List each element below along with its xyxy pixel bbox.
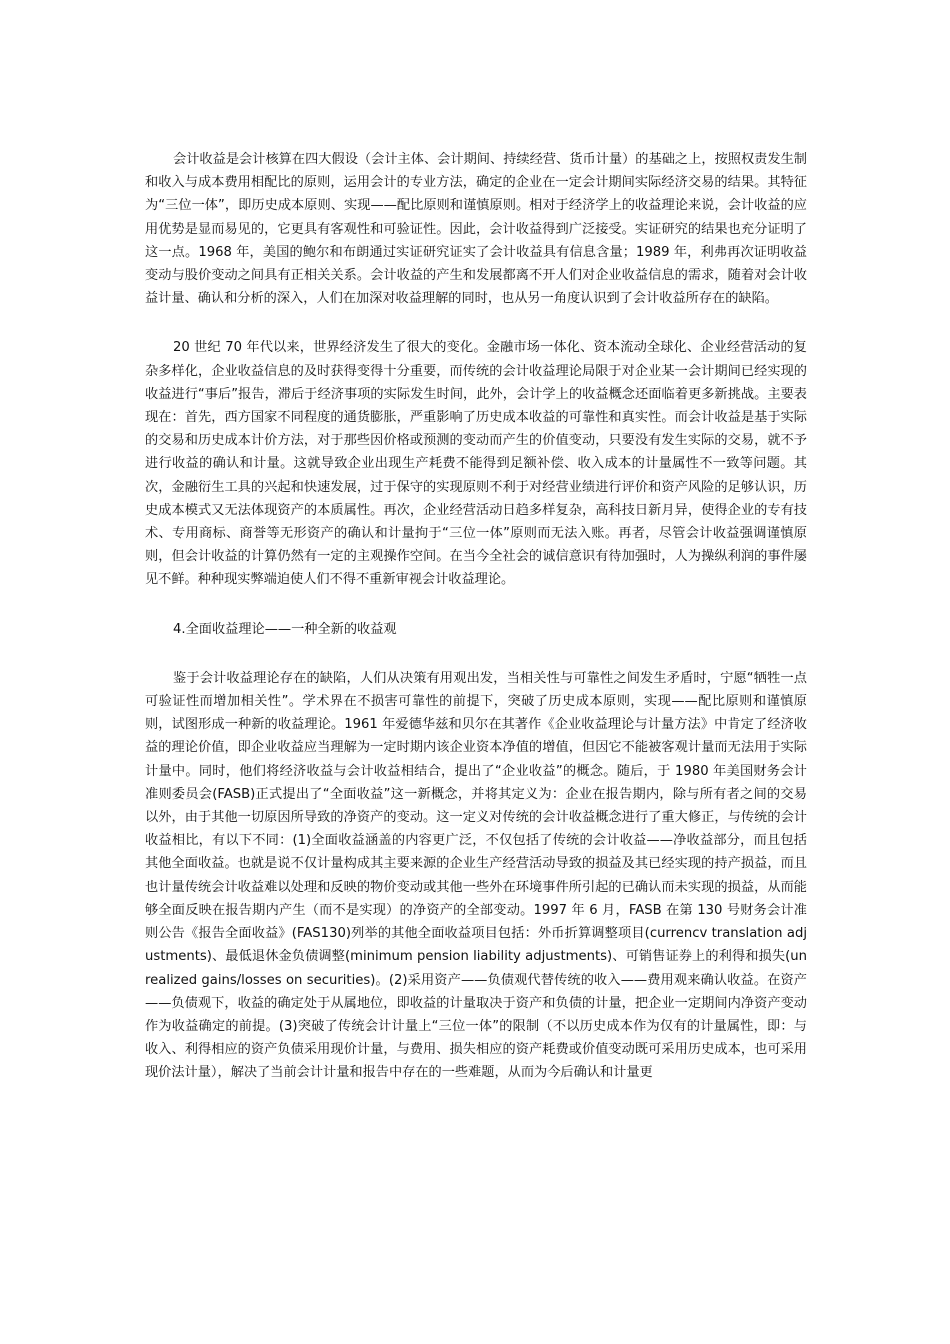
paragraph-economic-changes: 20 世纪 70 年代以来，世界经济发生了很大的变化。金融市场一体化、资本流动全球化、企业经营活动的复杂多样化，企业收益信息的及时获得变得十分重要，而传统的会计收益理论局限于对企业某一会计期间已经实现的收益进行“事后”报告，滞后于经济事项的实际发生时间，此外，会计学上的收益概念还面临着更多新挑战。主要表现在：首先，西方国家不同程度的通货膨胀，严重影响了历史成本收益的可靠性和真实性。而会计收益是基于实际的交易和历史成本计价方法，对于那些因价格或预测的变动而产生的价值变动，只要没有发生实际的交易，就不予进行收益的确认和计量。这就导致企业出现生产耗费不能得到足额补偿、收入成本的计量属性不一致等问题。其次，金融衍生工具的兴起和快速发展，过于保守的实现原则不利于对经营业绩进行评价和资产风险的足够认识，历史成本模式又无法体现资产的本质属性。再次，企业经营活动日趋多样复杂，高科技日新月异，使得企业的专有技术、专用商标、商誉等无形资产的确认和计量拘于“三位一体”原则而无法入账。再者，尽管会计收益强调谨慎原则，但会计收益的计算仍然有一定的主观操作空间。在当今全社会的诚信意识有待加强时，人为操纵利润的事件屡见不鲜。种种现实弊端迫使人们不得不重新审视会计收益理论。 — [145, 340, 807, 588]
paragraph-accounting-income: 会计收益是会计核算在四大假设（会计主体、会计期间、持续经营、货币计量）的基础之上，按照权责发生制和收入与成本费用相配比的原则，运用会计的专业方法，确定的企业在一定会计期间实际经济交易的结果。其特征为“三位一体”，即历史成本原则、实现——配比原则和谨慎原则。相对于经济学上的收益理论来说，会计收益的应用优势是显而易见的，它更具有客观性和可验证性。因此，会计收益得到广泛接受。实证研究的结果也充分证明了这一点。1968 年，美国的鲍尔和布朗通过实证研究证实了会计收益具有信息含量；1989 年，利弗再次证明收益变动与股价变动之间具有正相关关系。会计收益的产生和发展都离不开人们对企业收益信息的需求，随着对会计收益计量、确认和分析的深入，人们在加深对收益理解的同时，也从另一角度认识到了会计收益所存在的缺陷。 — [145, 152, 807, 307]
paragraph-comprehensive-income: 鉴于会计收益理论存在的缺陷，人们从决策有用观出发，当相关性与可靠性之间发生矛盾时，宁愿“牺牲一点可验证性而增加相关性”。学术界在不损害可靠性的前提下，突破了历史成本原则，实现——配比原则和谨慎原则，试图形成一种新的收益理论。1961 年爱德华兹和贝尔在其著作《企业收益理论与计量方法》中肯定了经济收益的理论价值，即企业收益应当理解为一定时期内该企业资本净值的增值，但因它不能被客观计量而无法用于实际计量中。同时，他们将经济收益与会计收益相结合，提出了“企业收益”的概念。随后，于 1980 年美国财务会计准则委员会(FASB)正式提出了“全面收益”这一新概念，并将其定义为：企业在报告期内，除与所有者之间的交易以外，由于其他一切原因所导致的净资产的变动。这一定义对传统的会计收益概念进行了重大修正，与传统的会计收益相比，有以下不同：(1)全面收益涵盖的内容更广泛，不仅包括了传统的会计收益——净收益部分，而且包括其他全面收益。也就是说不仅计量构成其主要来源的企业生产经营活动导致的损益及其已经实现的持产损益，而且也计量传统会计收益难以处理和反映的物价变动或其他一些外在环境事件所引起的已确认而未实现的损益，从而能够全面反映在报告期内产生（而不是实现）的净资产的全部变动。1997 年 6 月，FASB 在第 130 号财务会计准则公告《报告全面收益》(FAS130)列举的其他全面收益项目包括：外币折算调整项目(currencv translation adjustments)、最低退休金负债调整(minimum pension liability adjustments)、可销售证券上的利得和损失(unrealized gains/losses on securities)。(2)采用资产——负债观代替传统的收入——费用观来确认收益。在资产——负债观下，收益的确定处于从属地位，即收益的计量取决于资产和负债的计量，把企业一定期间内净资产变动作为收益确定的前提。(3)突破了传统会计计量上“三位一体”的限制（不以历史成本作为仅有的计量属性，即：与收入、利得相应的资产负债采用现价计量，与费用、损失相应的资产耗费或价值变动既可采用历史成本，也可采用现价法计量），解决了当前会计计量和报告中存在的一些难题，从而为今后确认和计量更 — [145, 670, 807, 1081]
section-heading: 4.全面收益理论——一种全新的收益观 — [173, 621, 397, 637]
document-page — [145, 148, 807, 1085]
